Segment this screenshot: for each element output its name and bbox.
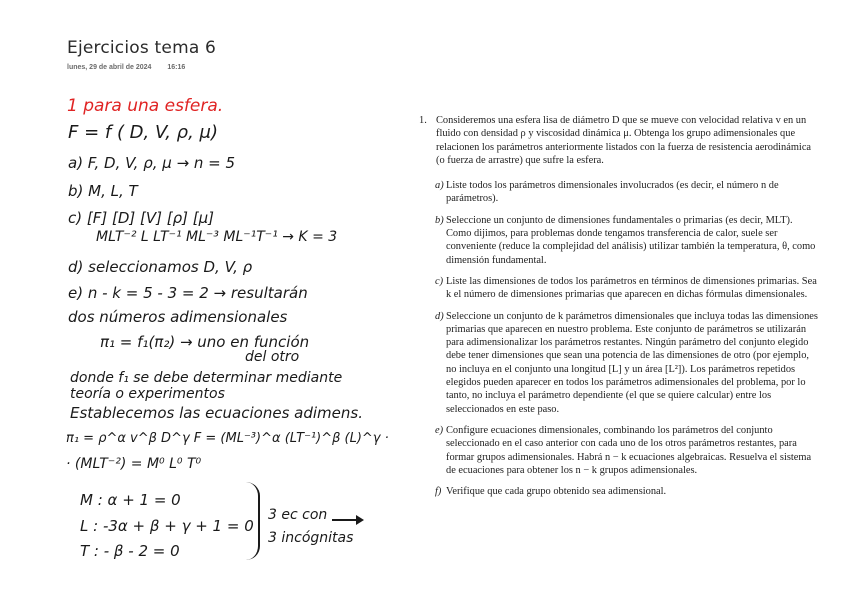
problem-item	[419, 310, 819, 416]
item-letter: d)	[435, 310, 444, 322]
note-line: donde f₁ se debe determinar mediante	[70, 370, 343, 386]
problem-item	[419, 275, 819, 302]
note-line: L : -3α + β + γ + 1 = 0	[80, 517, 254, 535]
note-line: M : α + 1 = 0	[80, 491, 181, 509]
problem-text: Consideremos una esfera lisa de diámetro D que se mueve con velocidad relativa v en un fluido con densidad ρ y viscosidad dinámica μ. Obtenga los grupo adimensionales que relacionen los parámetros anteriormente listados con la fuerza de resistencia aerodinámica (o fuerza de arrastre) que sufre la esfera.	[436, 115, 812, 166]
note-line: π₁ = f₁(π₂) → uno en función	[100, 333, 310, 351]
note-line: F = f ( D, V, ρ, μ)	[68, 122, 219, 143]
problem-statement	[419, 114, 819, 506]
problem-item	[419, 179, 819, 206]
note-line: b) M, L, T	[68, 182, 138, 200]
item-text: Configure ecuaciones dimensionales, combinando los parámetros del conjunto seleccionado en el caso anterior con cada uno de los otros parámetros restantes, para formar grupos adimensionales. Habrá n − k ecuaciones algebraicas. Resuelva el sistema de ecuaciones para obtener los n − k grupos adimensionales.	[446, 424, 812, 476]
note-line: 3 ec con	[268, 507, 328, 523]
arrow-icon	[332, 519, 362, 521]
item-letter: b)	[435, 214, 444, 226]
item-letter: c)	[435, 275, 444, 287]
item-text: Seleccione un conjunto de k parámetros dimensionales que incluya todas las dimensiones primarias que aparecen en nuestro problema. Este conjunto de parámetros se utilizarán para adimensionalizar los parámetros restantes. Ningún parámetro del conjunto elegido debe tener dimensiones que sean una potencia de las dimensiones de otro (por ejemplo, no incluya en el conjunto una longitud [L] y un área [L²]). Los parámetros repetidos elegidos pueden aparecer en todos los parámetros adimensionales del problema, por lo tanto, no incluya el parámetro dependiente (el que se quiere calcular) entre los seleccionados en este paso.	[446, 310, 818, 415]
note-line: T : - β - 2 = 0	[80, 542, 180, 560]
problem-item	[419, 485, 819, 498]
item-letter: a)	[435, 180, 444, 192]
note-line: teoría o experimentos	[70, 386, 225, 402]
item-letter: e)	[435, 424, 444, 436]
problem-item	[419, 424, 819, 477]
note-line: π₁ = ρ^α v^β D^γ F = (ML⁻³)^α (LT⁻¹)^β (L)^γ ·	[66, 431, 389, 446]
date-text: lunes, 29 de abril de 2024	[67, 64, 152, 71]
equation-brace	[246, 482, 260, 560]
note-line: d) seleccionamos D, V, ρ	[68, 258, 253, 276]
problem-item	[419, 214, 819, 267]
note-line: del otro	[245, 349, 300, 365]
note-line: e) n - k = 5 - 3 = 2 → resultarán	[68, 284, 308, 302]
item-text: Liste todos los parámetros dimensionales involucrados (es decir, el número n de parámetros).	[446, 180, 779, 205]
note-line: c) [F] [D] [V] [ρ] [μ]	[68, 209, 214, 227]
item-text: Verifique que cada grupo obtenido sea adimensional.	[446, 486, 667, 498]
item-text: Seleccione un conjunto de dimensiones fundamentales o primarias (es decir, MLT). Como dijimos, para problemas donde tengamos transferencia de calor, suele ser conveniente (reduce la complejidad del análisis) utilizar también la temperatura, θ, como dimensión fundamental.	[446, 214, 816, 266]
problem-number: 1.	[419, 115, 427, 126]
handwritten-notes	[0, 0, 420, 599]
note-line: 3 incógnitas	[268, 530, 354, 546]
note-line: a) F, D, V, ρ, μ → n = 5	[68, 154, 236, 172]
page-title: Ejercicios tema 6	[67, 38, 217, 58]
note-line: dos números adimensionales	[68, 308, 288, 326]
note-line: MLT⁻² L LT⁻¹ ML⁻³ ML⁻¹T⁻¹ → K = 3	[96, 229, 338, 245]
item-text: Liste las dimensiones de todos los parámetros en términos de dimensiones primarias. Sea k el número de dimensiones primarias que aparecen en dichas fórmulas dimensionales.	[446, 275, 817, 301]
note-heading: 1 para una esfera.	[67, 96, 224, 116]
problem-intro	[419, 114, 819, 167]
item-letter: f)	[435, 486, 442, 498]
note-line: · (MLT⁻²) = M⁰ L⁰ T⁰	[66, 456, 202, 472]
note-line: Establecemos las ecuaciones adimens.	[70, 404, 363, 422]
time-text: 16:16	[167, 64, 186, 71]
